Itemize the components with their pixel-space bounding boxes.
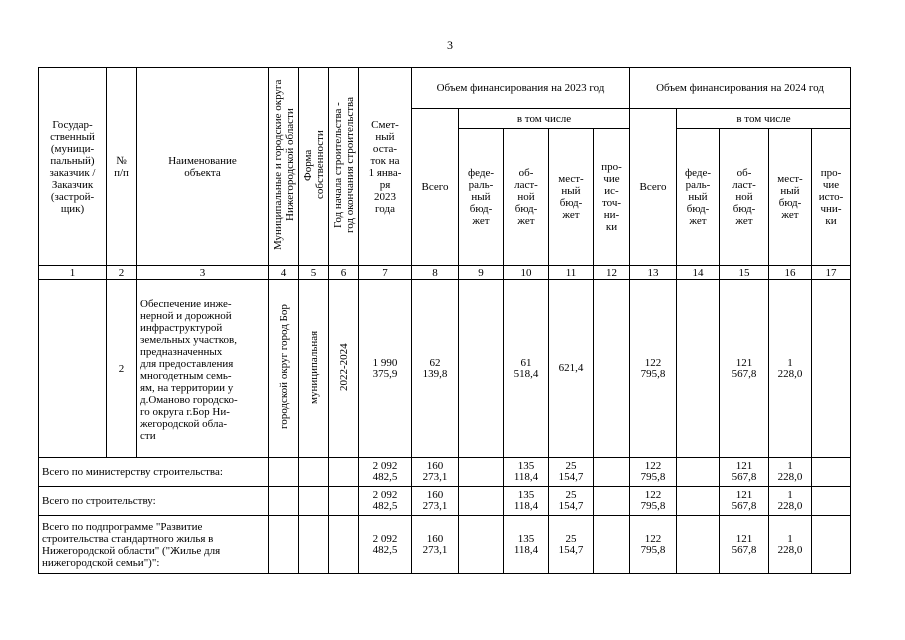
- col-number: 1: [39, 266, 107, 280]
- col-number: 3: [137, 266, 269, 280]
- header-other-2023: про- чие ис- точ- ни- ки: [594, 129, 630, 266]
- col-number: 11: [549, 266, 594, 280]
- summary-row-construction: [39, 487, 851, 516]
- summary-regional-2023: 135 118,4: [504, 487, 549, 516]
- col-number: 4: [269, 266, 299, 280]
- col-number: 14: [677, 266, 720, 280]
- header-balance: Смет- ный оста- ток на 1 янва- ря 2023 года: [359, 68, 412, 266]
- page-number: 3: [447, 38, 453, 52]
- summary-local-2024: 1 228,0: [769, 458, 812, 487]
- summary-other-2024: [812, 516, 851, 574]
- summary-regional-2024: 121 567,8: [720, 487, 769, 516]
- summary-label: Всего по министерству строительства:: [39, 458, 269, 487]
- object-ownership-cell: [299, 280, 329, 458]
- object-years: 2022-2024: [337, 343, 350, 391]
- object-other-2023: [594, 280, 630, 458]
- summary-row-subprogram: [39, 516, 851, 574]
- summary-other-2023: [594, 487, 630, 516]
- object-local-2023: 621,4: [549, 280, 594, 458]
- summary-other-2023: [594, 458, 630, 487]
- object-regional-2023: 61 518,4: [504, 280, 549, 458]
- col-number: 9: [459, 266, 504, 280]
- header-number: № п/п: [107, 68, 137, 266]
- summary-total-2024: 122 795,8: [630, 487, 677, 516]
- summary-balance: 2 092 482,5: [359, 516, 412, 574]
- header-ownership: Форма собственности: [301, 130, 326, 200]
- summary-balance: 2 092 482,5: [359, 458, 412, 487]
- header-total-2023: Всего: [412, 109, 459, 266]
- summary-federal-2023: [459, 487, 504, 516]
- summary-row-ministry: [39, 458, 851, 487]
- col-number: 16: [769, 266, 812, 280]
- header-fin-2023: Объем финансирования на 2023 год: [412, 68, 630, 109]
- summary-federal-2024: [677, 516, 720, 574]
- summary-other-2024: [812, 458, 851, 487]
- header-including-2023: в том числе: [459, 109, 630, 129]
- object-ownership: муниципальная: [307, 330, 320, 404]
- col-number: 6: [329, 266, 359, 280]
- summary-regional-2024: 121 567,8: [720, 458, 769, 487]
- header-ownership-cell: [299, 68, 329, 266]
- summary-other-2024: [812, 487, 851, 516]
- summary-federal-2024: [677, 487, 720, 516]
- object-years-cell: [329, 280, 359, 458]
- col-number: 13: [630, 266, 677, 280]
- summary-local-2023: 25 154,7: [549, 458, 594, 487]
- header-local-2024: мест- ный бюд- жет: [769, 129, 812, 266]
- summary-local-2024: 1 228,0: [769, 516, 812, 574]
- summary-total-2024: 122 795,8: [630, 458, 677, 487]
- col-number: 2: [107, 266, 137, 280]
- summary-label: Всего по строительству:: [39, 487, 269, 516]
- summary-label: Всего по подпрограмме "Развитие строительства стандартного жилья в Нижегородской области" ("Жилье для нижегородской семьи")":: [39, 516, 269, 574]
- summary-local-2023: 25 154,7: [549, 487, 594, 516]
- summary-total-2023: 160 273,1: [412, 516, 459, 574]
- header-other-2024: про- чие исто- чни- ки: [812, 129, 851, 266]
- object-total-2024: 122 795,8: [630, 280, 677, 458]
- header-years: Год начала строительства - год окончания строительства: [331, 97, 356, 233]
- object-municipality-cell: [269, 280, 299, 458]
- summary-regional-2023: 135 118,4: [504, 516, 549, 574]
- header-total-2024: Всего: [630, 109, 677, 266]
- header-including-2024: в том числе: [677, 109, 851, 129]
- summary-regional-2023: 135 118,4: [504, 458, 549, 487]
- header-regional-2024: об- ласт- ной бюд- жет: [720, 129, 769, 266]
- object-other-2024: [812, 280, 851, 458]
- col-number: 12: [594, 266, 630, 280]
- object-number: 2: [107, 280, 137, 458]
- object-balance: 1 990 375,9: [359, 280, 412, 458]
- object-total-2023: 62 139,8: [412, 280, 459, 458]
- header-customer: Государ- ственный (муници- пальный) заказчик / Заказчик (застрой- щик): [39, 68, 107, 266]
- header-regional-2023: об- ласт- ной бюд- жет: [504, 129, 549, 266]
- summary-total-2023: 160 273,1: [412, 458, 459, 487]
- col-number: 7: [359, 266, 412, 280]
- object-local-2024: 1 228,0: [769, 280, 812, 458]
- col-number: 17: [812, 266, 851, 280]
- header-municipality-cell: [269, 68, 299, 266]
- header-years-cell: [329, 68, 359, 266]
- summary-federal-2024: [677, 458, 720, 487]
- header-municipality: Муниципальные и городские округа Нижегородской области: [271, 79, 296, 251]
- col-number: 10: [504, 266, 549, 280]
- object-federal-2024: [677, 280, 720, 458]
- summary-federal-2023: [459, 516, 504, 574]
- summary-local-2023: 25 154,7: [549, 516, 594, 574]
- financing-table: [38, 67, 851, 574]
- summary-other-2023: [594, 516, 630, 574]
- header-local-2023: мест- ный бюд- жет: [549, 129, 594, 266]
- object-federal-2023: [459, 280, 504, 458]
- object-name: Обеспечение инже- нерной и дорожной инфраструктурой земельных участков, предназначенных для предоставления многодетным семь- ям, на территории у д.Оманово городско- го округа г.Бор Ни- жегородской обла- сти: [137, 280, 269, 458]
- summary-local-2024: 1 228,0: [769, 487, 812, 516]
- col-number: 8: [412, 266, 459, 280]
- header-object-name: Наименование объекта: [137, 68, 269, 266]
- object-regional-2024: 121 567,8: [720, 280, 769, 458]
- summary-total-2024: 122 795,8: [630, 516, 677, 574]
- header-federal-2024: феде- раль- ный бюд- жет: [677, 129, 720, 266]
- object-municipality: городской округ город Бор: [277, 304, 290, 430]
- summary-balance: 2 092 482,5: [359, 487, 412, 516]
- summary-federal-2023: [459, 458, 504, 487]
- object-customer: [39, 280, 107, 458]
- col-number: 15: [720, 266, 769, 280]
- summary-regional-2024: 121 567,8: [720, 516, 769, 574]
- summary-total-2023: 160 273,1: [412, 487, 459, 516]
- header-federal-2023: феде- раль- ный бюд- жет: [459, 129, 504, 266]
- header-fin-2024: Объем финансирования на 2024 год: [630, 68, 851, 109]
- col-number: 5: [299, 266, 329, 280]
